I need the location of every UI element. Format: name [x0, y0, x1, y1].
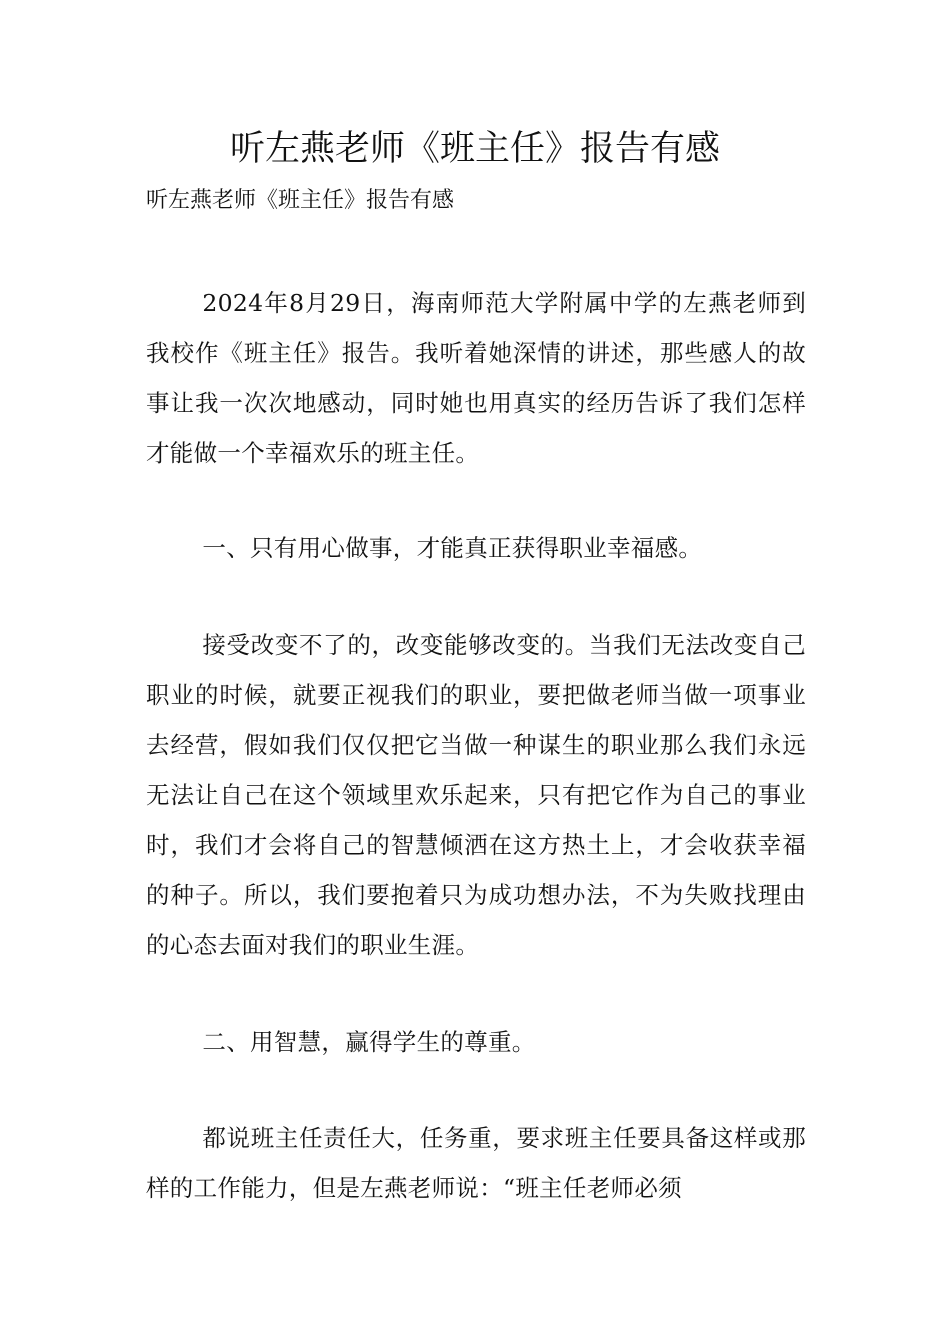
document-subtitle: 听左燕老师《班主任》报告有感	[146, 188, 455, 213]
section-heading-one: 一、只有用心做事，才能真正获得职业幸福感。	[202, 534, 703, 562]
document-title: 听左燕老师《班主任》报告有感	[229, 129, 720, 169]
paragraph-section-one: 接受改变不了的，改变能够改变的。当我们无法改变自己职业的时候，就要正视我们的职业，要把做老师当做一项事业去经营，假如我们仅仅把它当做一种谋生的职业那么我们永远无法让自己在这个领域里欢乐起来，只有把它作为自己的事业时，我们才会将自己的智慧倾洒在这方热土上，才会收获幸福的种子。所以，我们要抱着只为成功想办法，不为失败找理由的心态去面对我们的职业生涯。	[146, 631, 806, 959]
paragraph-section-two: 都说班主任责任大，任务重，要求班主任要具备这样或那样的工作能力，但是左燕老师说：“班主任老师必须	[146, 1124, 806, 1202]
paragraph-intro: 2024年8月29日，海南师范大学附属中学的左燕老师到我校作《班主任》报告。我听着她深情的讲述，那些感人的故事让我一次次地感动，同时她也用真实的经历告诉了我们怎样才能做一个幸福欢乐的班主任。	[146, 289, 806, 467]
section-heading-two: 二、用智慧，赢得学生的尊重。	[202, 1028, 536, 1056]
